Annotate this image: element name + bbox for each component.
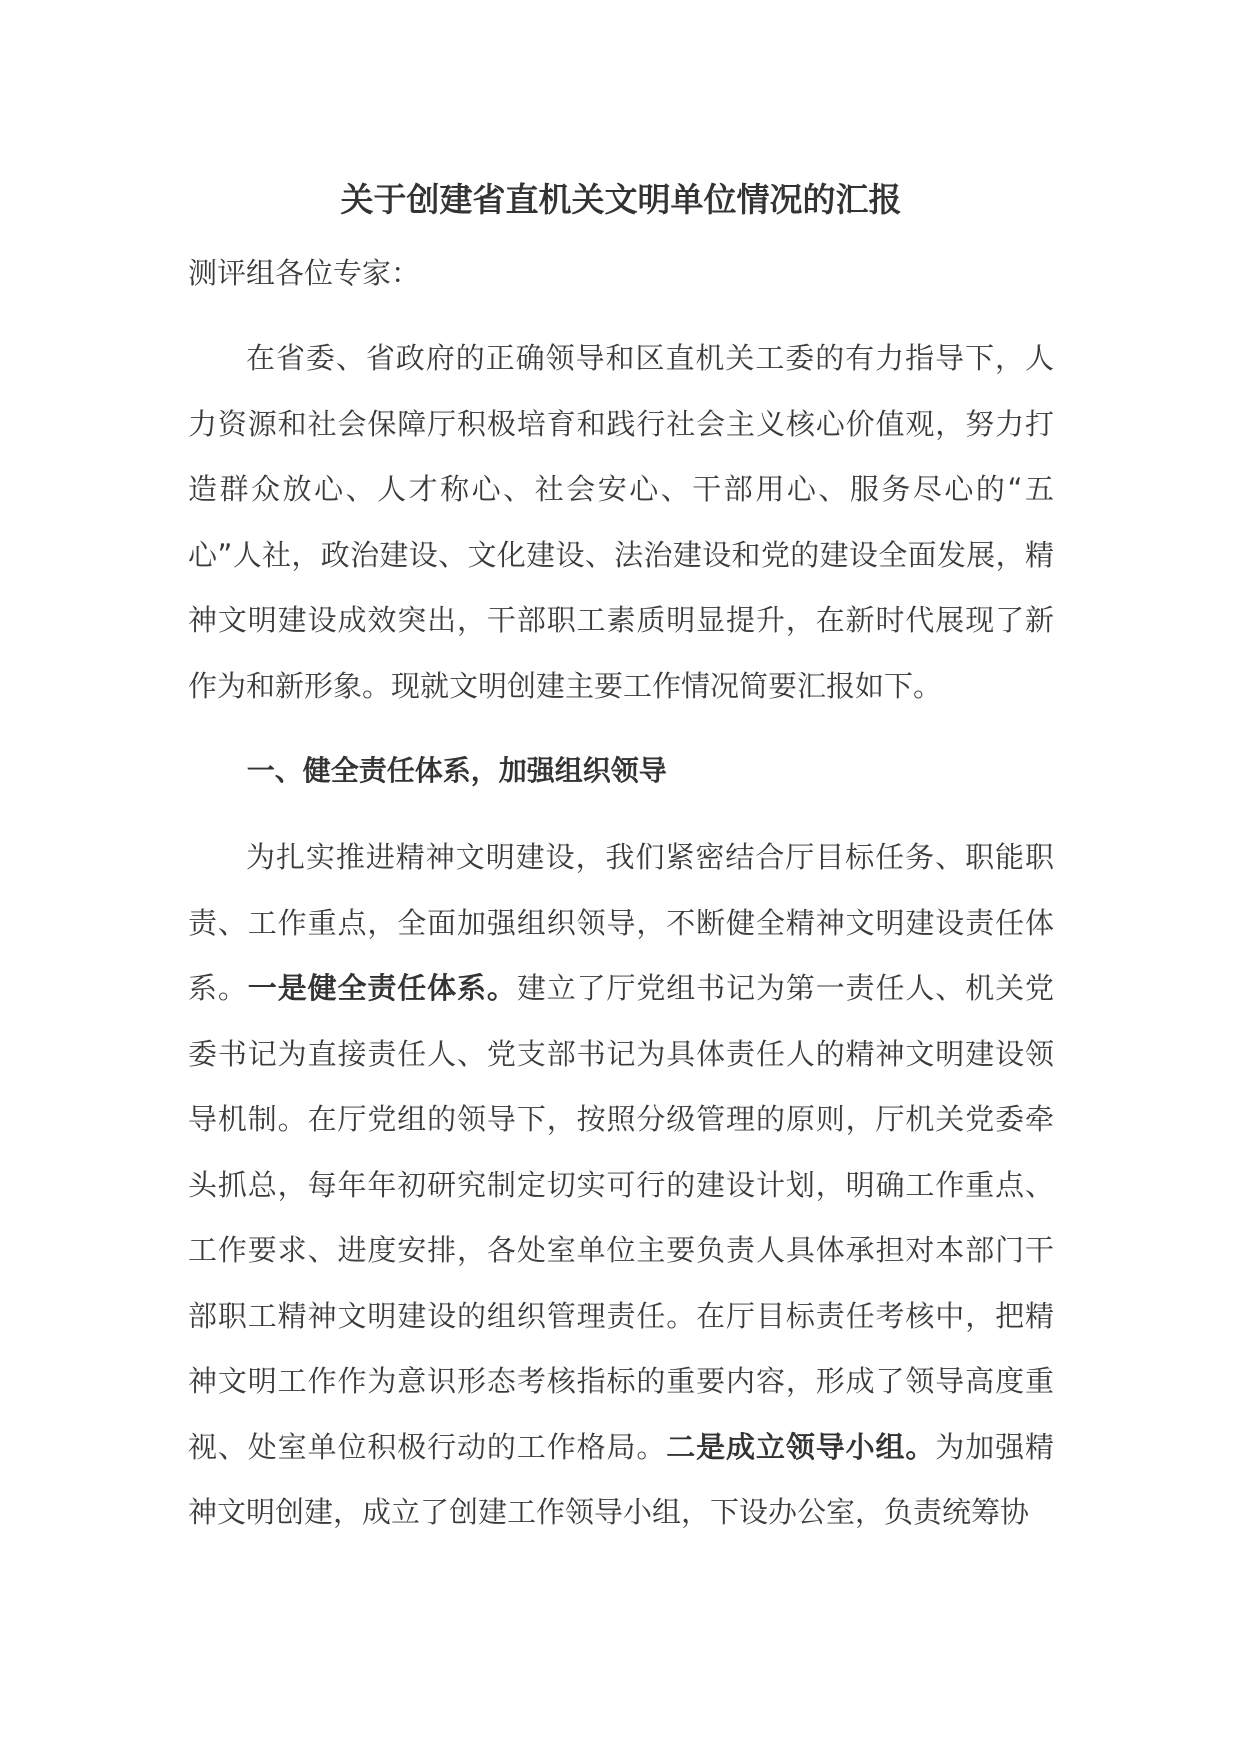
section-heading: 一、健全责任体系，加强组织领导 [246,754,667,787]
paragraph-text: 建立了厅党组书记为第一责任人、机关党委书记为直接责任人、党支部书记为具体责任人的精神文明建设领导机制。在厅党组的领导下，按照分级管理的原则，厅机关党委牵头抓总，每年年初研究制定切实可行的建设计划，明确工作重点、工作要求、进度安排，各处室单位主要负责人具体承担对本部门干部职工精神文明建设的组织管理责任。在厅目标责任考核中，把精神文明工作作为意识形态考核指标的重要内容，形成了领导高度重视、处室单位积极行动的工作格局。 [188,971,1054,1464]
salutation: 测评组各位专家： [188,256,421,290]
document-title: 关于创建省直机关文明单位情况的汇报 [340,180,902,219]
section-paragraph [188,825,1054,1546]
document-page [188,170,1054,1546]
paragraph-text: 为加强精神文明创建，成立了创建工作领导小组，下设办公室，负责统筹协 [188,1429,1054,1529]
bold-lead-2: 二是成立领导小组。 [666,1429,936,1464]
bold-lead-1: 一是健全责任体系。 [247,971,517,1005]
intro-paragraph: 在省委、省政府的正确领导和区直机关工委的有力指导下，人力资源和社会保障厅积极培育和践行社会主义核心价值观，努力打造群众放心、人才称心、社会安心、干部用心、服务尽心的“五心”人社，政治建设、文化建设、法治建设和党的建设全面发展，精神文明建设成效突出，干部职工素质明显提升，在新时代展现了新作为和新形象。现就文明创建主要工作情况简要汇报如下。 [188,341,1054,703]
paragraph-text: 为扎实推进精神文明建设，我们紧密结合厅目标任务、职能职责、工作重点，全面加强组织领导，不断健全精神文明建设责任体系。 [188,840,1054,1005]
